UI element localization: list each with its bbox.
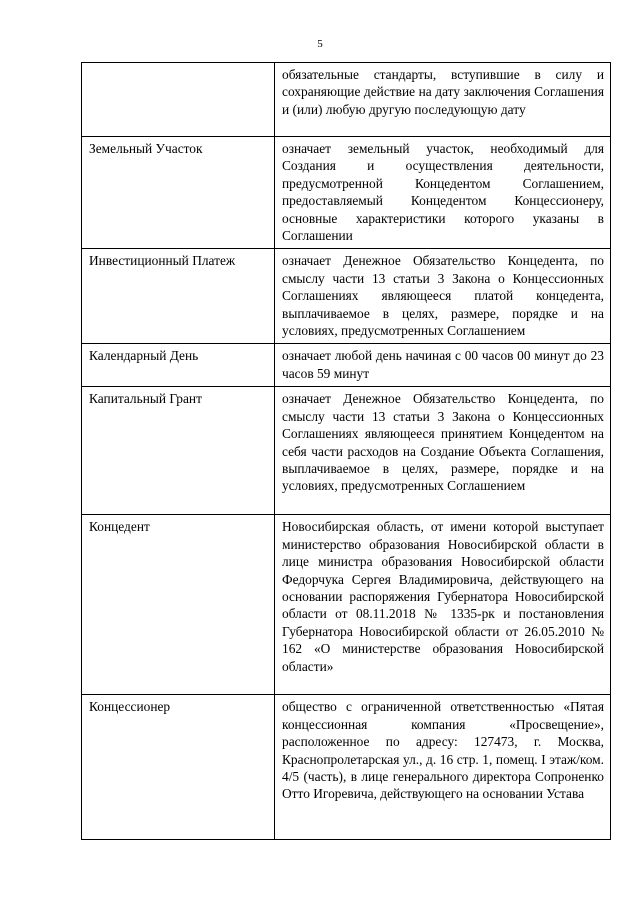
definition-cell: означает Денежное Обязательство Концедента, по смыслу части 13 статьи 3 Закона о Концессионных Соглашениях являющееся платой концедента, выплачиваемое в целях, размере, порядке и на условиях, предусмотренных Соглашением [275,249,611,344]
page-number: 5 [317,38,323,50]
table-row [82,515,611,695]
definition-cell: Новосибирская область, от имени которой выступает министерство образования Новосибирской области в лице министра образования Новосибирской области Федорчука Сергея Владимировича, действующего на основании распоряжения Губернатора Новосибирской области от 08.11.2018 № 1335-рк и постановления Губернатора Новосибирской области от 26.05.2010 № 162 «О министерстве образования Новосибирской области» [275,515,611,695]
term-cell [82,63,275,137]
table-row [82,63,611,137]
term-cell: Инвестиционный Платеж [82,249,275,344]
table-row [82,249,611,344]
term-cell: Капитальный Грант [82,387,275,515]
definition-cell: общество с ограниченной ответственностью «Пятая концессионная компания «Просвещение», расположенное по адресу: 127473, г. Москва, Краснопролетарская ул., д. 16 стр. 1, помещ. I этаж/ком. 4/5 (часть), в лице генерального директора Сопроненко Отто Игоревича, действующего на основании Устава [275,695,611,840]
table-row [82,137,611,249]
term-cell: Концессионер [82,695,275,840]
table-row [82,387,611,515]
definitions-table [81,62,611,840]
term-cell: Календарный День [82,344,275,387]
term-cell: Земельный Участок [82,137,275,249]
definition-cell: означает любой день начиная с 00 часов 00 минут до 23 часов 59 минут [275,344,611,387]
definition-cell: означает Денежное Обязательство Концедента, по смыслу части 13 статьи 3 Закона о Концессионных Соглашениях являющееся принятием Концедентом на себя части расходов на Создание Объекта Соглашения, выплачиваемое в целях, размере, порядке и на условиях, предусмотренных Соглашением [275,387,611,515]
term-cell: Концедент [82,515,275,695]
definition-cell: означает земельный участок, необходимый для Создания и осуществления деятельности, предусмотренной Концедентом Соглашением, предоставляемый Концедентом Концессионеру, основные характеристики которого указаны в Соглашении [275,137,611,249]
table-row [82,344,611,387]
definition-cell: обязательные стандарты, вступившие в силу и сохраняющие действие на дату заключения Соглашения и (или) любую другую последующую дату [275,63,611,137]
table-row [82,695,611,840]
